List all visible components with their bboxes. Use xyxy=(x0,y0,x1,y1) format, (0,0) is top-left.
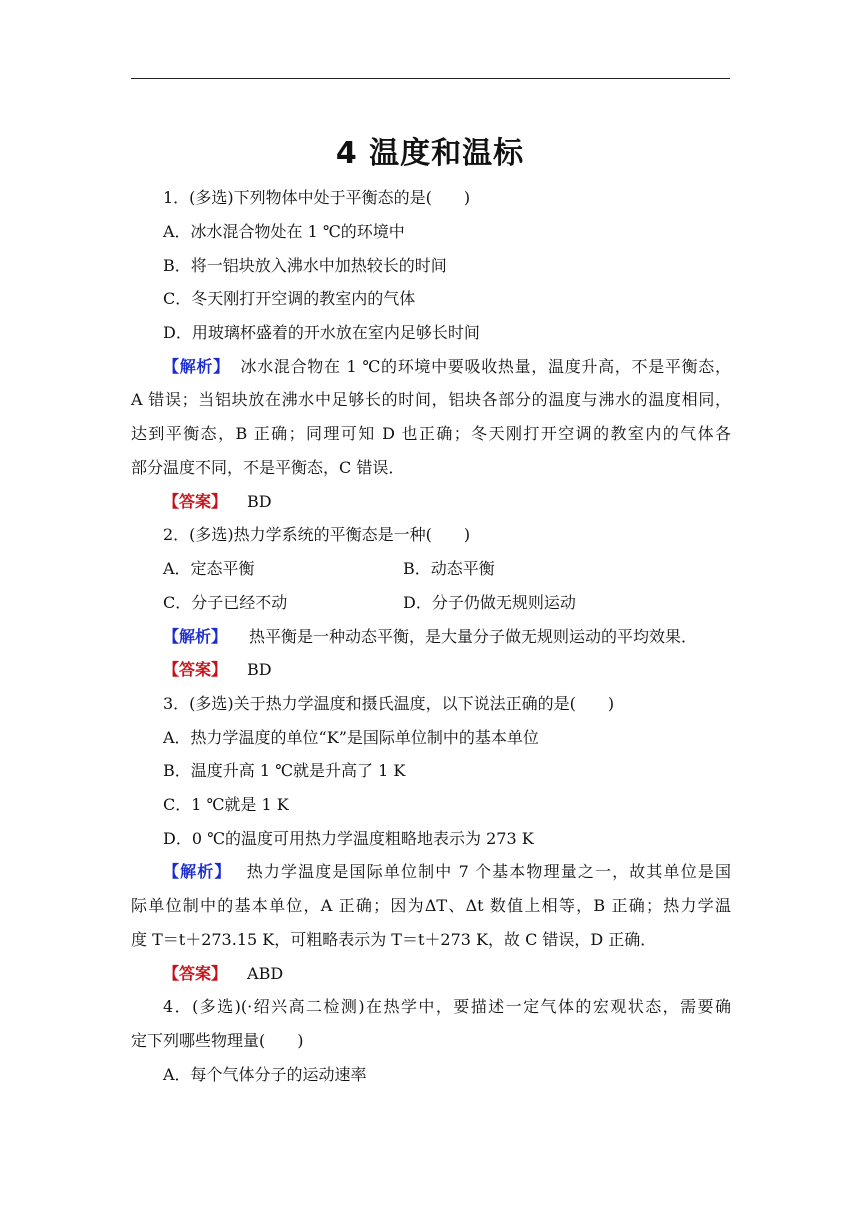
answer-label: 【答案】 xyxy=(163,492,228,511)
question-2-option-b: B．动态平衡 xyxy=(403,559,495,578)
question-3-option-a: A．热力学温度的单位“K”是国际单位制中的基本单位 xyxy=(163,728,539,747)
question-1-analysis-line-4: 部分温度不同，不是平衡态，C 错误． xyxy=(131,458,405,477)
header-rule xyxy=(131,78,730,79)
question-2-options-row-2 xyxy=(163,593,763,613)
analysis-text: 冰水混合物在 1 ℃的环境中要吸收热量，温度升高，不是平衡态， xyxy=(239,357,731,376)
question-1-answer xyxy=(163,492,763,512)
analysis-text: 热力学温度是国际单位制中 7 个基本物理量之一，故其单位是国 xyxy=(245,862,731,881)
answer-label: 【答案】 xyxy=(163,964,228,983)
question-2-answer xyxy=(163,660,763,680)
question-1-stem: 1．(多选)下列物体中处于平衡态的是( ) xyxy=(163,188,471,207)
question-3-analysis-line-1 xyxy=(163,862,731,882)
question-2-option-a: A．定态平衡 xyxy=(163,559,255,578)
question-2-stem: 2．(多选)热力学系统的平衡态是一种( ) xyxy=(163,525,471,544)
question-1-analysis-line-2: A 错误；当铝块放在沸水中足够长的时间，铝块各部分的温度与沸水的温度相同， xyxy=(131,390,731,409)
question-1-analysis-line-3: 达到平衡态，B 正确；同理可知 D 也正确；冬天刚打开空调的教室内的气体各 xyxy=(131,424,731,443)
answer-value: ABD xyxy=(247,964,284,983)
answer-value: BD xyxy=(247,660,272,679)
question-3-option-b: B．温度升高 1 ℃就是升高了 1 K xyxy=(163,761,406,780)
question-3-option-d: D．0 ℃的温度可用热力学温度粗略地表示为 273 K xyxy=(163,829,534,848)
question-2-analysis xyxy=(163,627,763,647)
question-3-answer xyxy=(163,964,763,984)
analysis-label: 【解析】 xyxy=(163,357,230,376)
question-3-analysis-line-2: 际单位制中的基本单位，A 正确；因为ΔT、Δt 数值上相等，B 正确；热力学温 xyxy=(131,896,731,915)
analysis-label: 【解析】 xyxy=(163,627,228,646)
question-4-stem-line-2: 定下列哪些物理量( ) xyxy=(131,1031,304,1050)
question-3-option-c: C．1 ℃就是 1 K xyxy=(163,795,289,814)
question-1-option-c: C．冬天刚打开空调的教室内的气体 xyxy=(163,289,416,308)
question-1-option-d: D．用玻璃杯盛着的开水放在室内足够长时间 xyxy=(163,323,480,342)
question-3-stem: 3．(多选)关于热力学温度和摄氏温度，以下说法正确的是( ) xyxy=(163,694,615,713)
question-2-options-row-1 xyxy=(163,559,763,579)
question-4-option-a: A．每个气体分子的运动速率 xyxy=(163,1065,367,1084)
answer-label: 【答案】 xyxy=(163,660,228,679)
question-4-stem-line-1: 4．(多选)(·绍兴高二检测)在热学中，要描述一定气体的宏观状态，需要确 xyxy=(163,997,731,1016)
answer-value: BD xyxy=(247,492,272,511)
question-3-analysis-line-3: 度 T＝t＋273.15 K，可粗略表示为 T＝t＋273 K，故 C 错误，D 正确． xyxy=(131,930,657,949)
page-title: 4 温度和温标 xyxy=(335,136,525,171)
question-1-option-b: B．将一铝块放入沸水中加热较长的时间 xyxy=(163,256,447,275)
analysis-text: 热平衡是一种动态平衡，是大量分子做无规则运动的平均效果． xyxy=(249,627,698,646)
question-2-option-c: C．分子已经不动 xyxy=(163,593,288,612)
question-1-analysis-line-1 xyxy=(163,357,731,377)
question-2-option-d: D．分子仍做无规则运动 xyxy=(403,593,576,612)
analysis-label: 【解析】 xyxy=(163,862,232,881)
question-1-option-a: A．冰水混合物处在 1 ℃的环境中 xyxy=(163,222,405,241)
